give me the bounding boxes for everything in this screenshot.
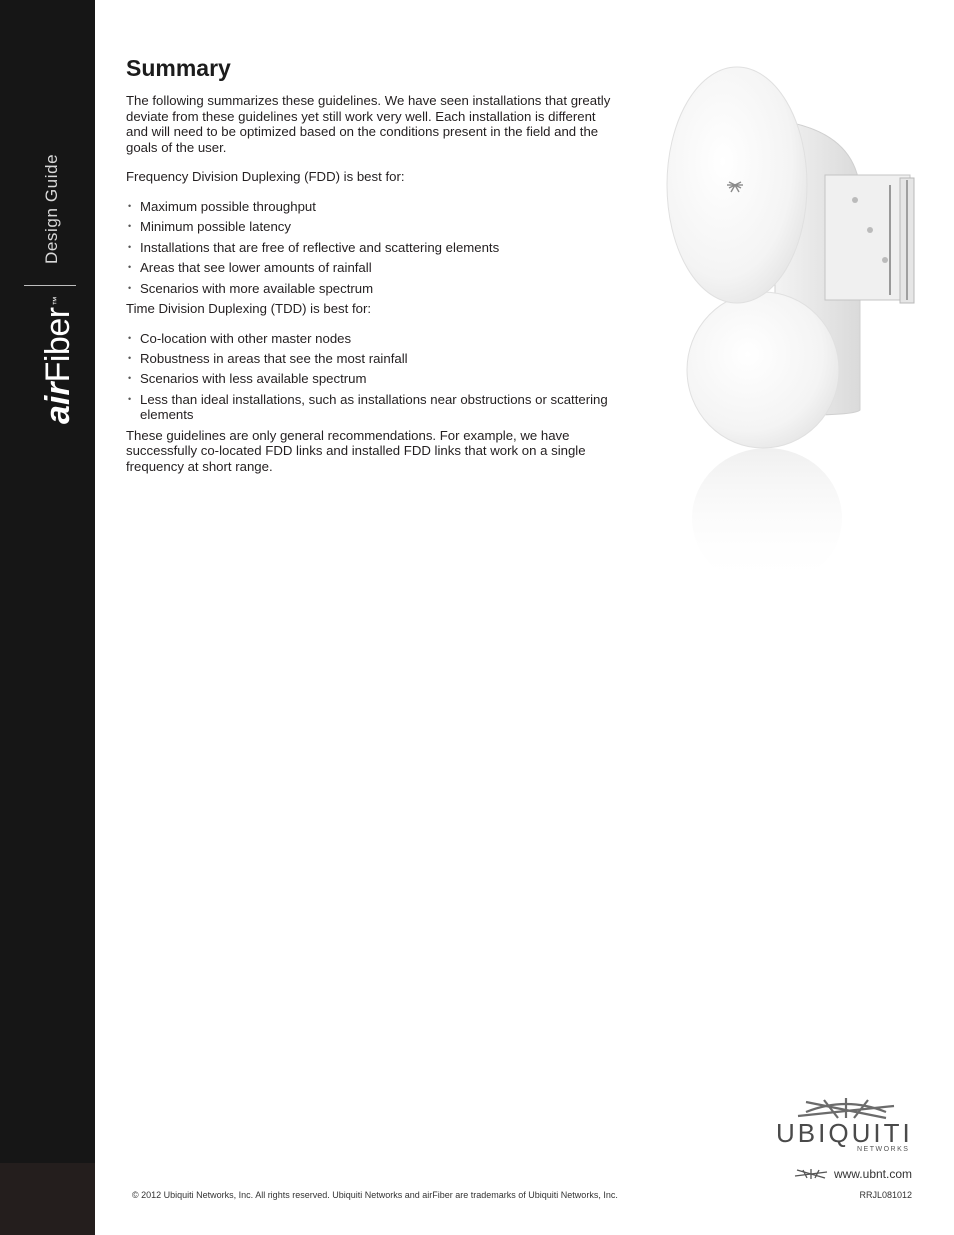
lower-dish — [687, 292, 839, 448]
website-row — [793, 1167, 912, 1181]
closing-paragraph: These guidelines are only general recommendations. For example, we have successfully co-located FDD links and installed FDD links that work on a single frequency at short range. — [126, 427, 586, 474]
list-item: • Robustness in areas that see the most rainfall — [126, 351, 616, 367]
brand-air: air — [39, 382, 77, 424]
brand-fiber: Fiber — [39, 307, 77, 383]
list-item: • Less than ideal installations, such as installations near obstructions or scattering elements — [126, 392, 616, 423]
page-title: Summary — [126, 55, 231, 81]
list-item: • Maximum possible throughput — [126, 199, 616, 215]
dish-reflection — [692, 448, 842, 588]
list-item: • Areas that see lower amounts of rainfall — [126, 260, 616, 276]
brand-trademark: ™ — [51, 296, 61, 306]
website-link[interactable]: www.ubnt.com — [833, 1167, 912, 1181]
list-item: • Co-location with other master nodes — [126, 331, 616, 347]
logo-networks: NETWORKS — [857, 1146, 910, 1153]
airfiber-product-image — [655, 60, 935, 590]
tdd-heading: Time Division Duplexing (TDD) is best for: — [126, 300, 372, 316]
mount-bracket — [825, 175, 910, 300]
tdd-list — [126, 331, 616, 423]
ubiquiti-small-mark-icon — [793, 1168, 829, 1180]
fdd-list — [126, 199, 616, 296]
design-guide-label: Design Guide — [42, 153, 61, 264]
fdd-heading: Frequency Division Duplexing (FDD) is best for: — [126, 169, 405, 185]
logo-wordmark: UBIQUITI — [776, 1118, 913, 1148]
airfiber-logo — [41, 296, 75, 424]
list-item: • Installations that are free of reflective and scattering elements — [126, 240, 616, 256]
sidebar — [0, 0, 95, 1235]
main-content — [126, 54, 616, 488]
list-item: • Scenarios with more available spectrum — [126, 281, 616, 297]
list-item: • Scenarios with less available spectrum — [126, 371, 616, 387]
list-item: • Minimum possible latency — [126, 219, 616, 235]
sidebar-footer-band — [0, 1163, 95, 1235]
document-id: RRJL081012 — [859, 1190, 912, 1200]
sidebar-divider — [24, 285, 76, 286]
intro-paragraph: The following summarizes these guidelines. We have seen installations that greatly deviate from these guidelines yet still work very well. Each installation is different and will need to be optimized based on the conditions present in the field and the goals of the user. — [126, 93, 611, 155]
copyright-notice: © 2012 Ubiquiti Networks, Inc. All rights reserved. Ubiquiti Networks and airFiber are trademarks of Ubiquiti Networks, Inc. — [132, 1190, 618, 1200]
